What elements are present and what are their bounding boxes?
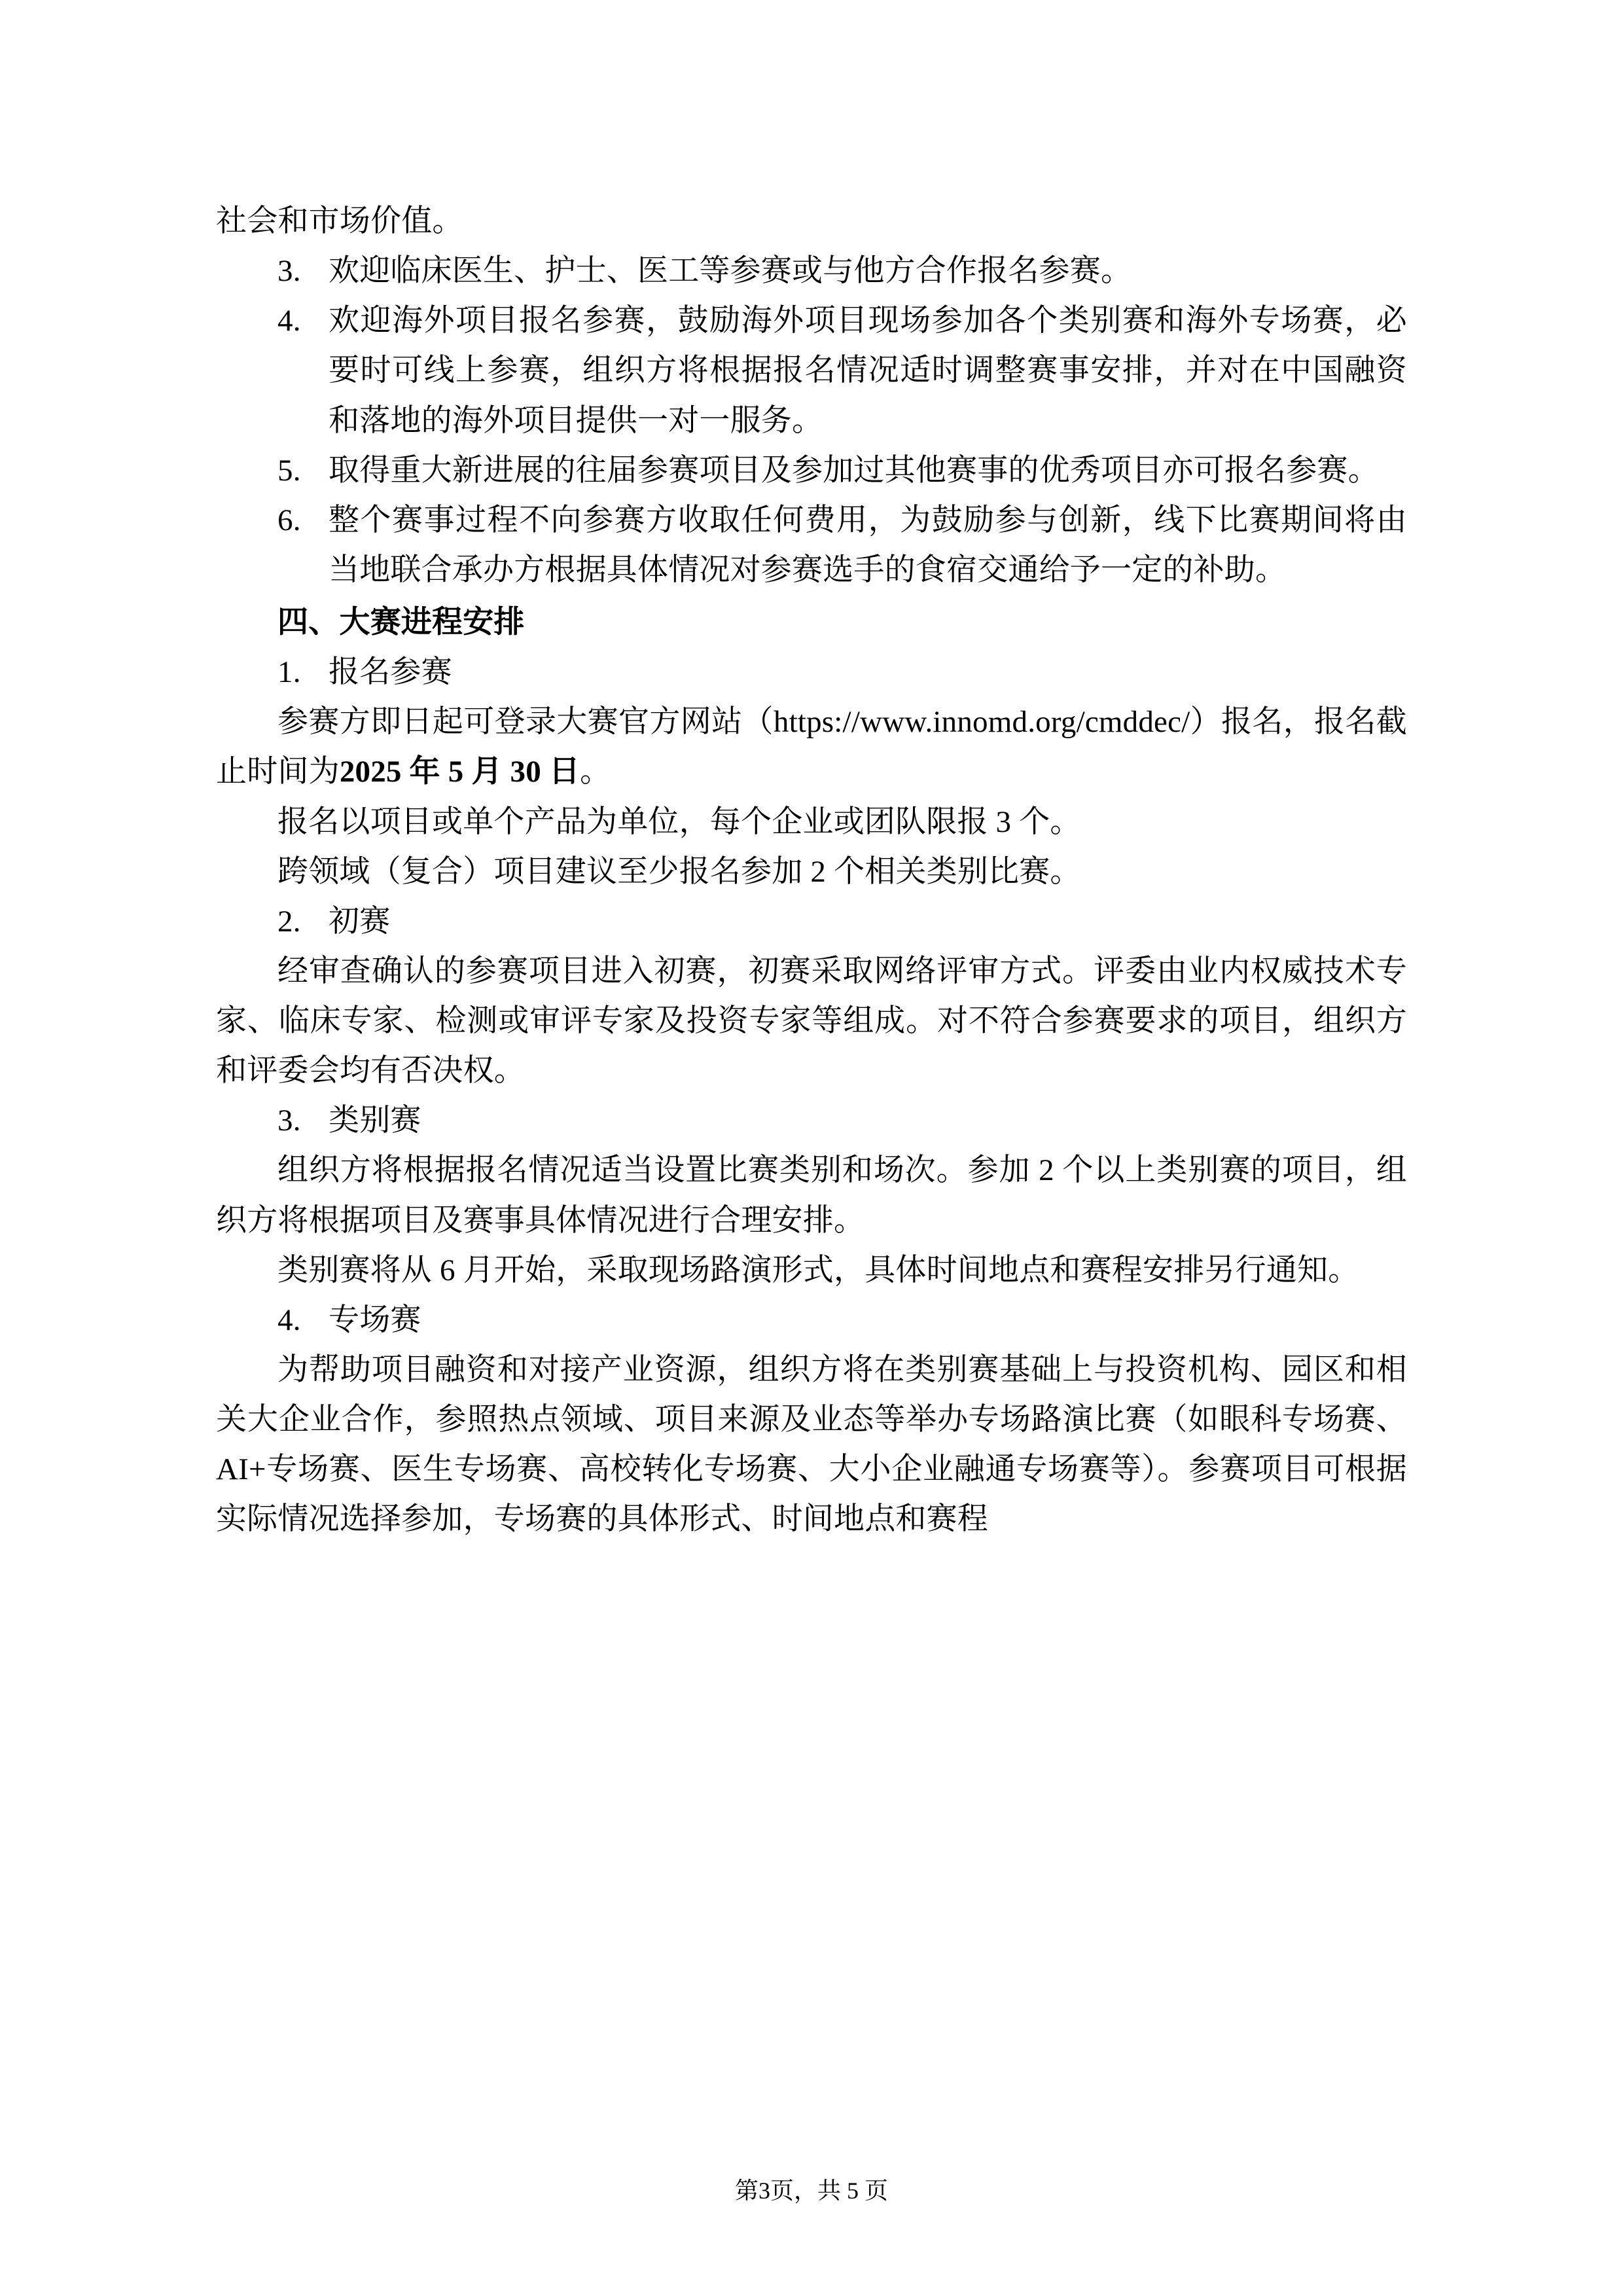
run-text: 。	[580, 755, 611, 789]
page-footer: 第3页，共 5 页	[734, 2178, 888, 2204]
list-text: 类别赛	[329, 1103, 421, 1138]
list-text: 专场赛	[329, 1302, 421, 1337]
list-text: 欢迎海外项目报名参赛，鼓励海外项目现场参加各个类别赛和海外专场赛，必要时可线上参赛，组织方将根据报名情况适时调整赛事安排，并对在中国融资和落地的海外项目提供一对一服务。	[329, 304, 1407, 438]
list-number: 3.	[277, 1103, 301, 1138]
list-number: 4.	[277, 304, 301, 338]
document-body	[216, 196, 1407, 1544]
list-number: 1.	[277, 655, 301, 690]
registration-deadline: 2025 年 5 月 30 日	[339, 755, 580, 789]
list-text: 取得重大新进展的往届参赛项目及参加过其他赛事的优秀项目亦可报名参赛。	[329, 453, 1379, 488]
paragraph-special-detail: 为帮助项目融资和对接产业资源，组织方将在类别赛基础上与投资机构、园区和相关大企业合作，参照热点领域、项目来源及业态等举办专场路演比赛（如眼科专场赛、AI+专场赛、医生专场赛、高校转化专场赛、大小企业融通专场赛等）。参赛项目可根据实际情况选择参加，专场赛的具体形式、时间地点和赛程	[216, 1352, 1407, 1537]
list-number: 5.	[277, 453, 301, 488]
list-item-6	[216, 495, 1407, 595]
run-text: 参赛方即日起可登录大赛官方网站（	[277, 705, 774, 740]
list-number: 2.	[277, 904, 301, 939]
list-item-step-2	[216, 897, 1407, 946]
list-text: 报名参赛	[329, 655, 452, 690]
section-heading-four: 四、大赛进程安排	[277, 605, 525, 639]
paragraph-preliminary-detail: 经审查确认的参赛项目进入初赛，初赛采取网络评审方式。评委由业内权威技术专家、临床专家、检测或审评专家及投资专家等组成。对不符合参赛要求的项目，组织方和评委会均有否决权。	[216, 954, 1407, 1088]
paragraph-registration-unit: 报名以项目或单个产品为单位，每个企业或团队限报 3 个。	[277, 804, 1081, 839]
list-text: 整个赛事过程不向参赛方收取任何费用，为鼓励参与创新，线下比赛期间将由当地联合承办方根据具体情况对参赛选手的食宿交通给予一定的补助。	[329, 503, 1407, 587]
list-number: 6.	[277, 503, 301, 537]
paragraph-registration-detail	[216, 697, 1407, 797]
list-item-step-4	[216, 1295, 1407, 1345]
list-item-4	[216, 296, 1407, 445]
list-number: 4.	[277, 1302, 301, 1337]
paragraph-category-detail: 组织方将根据报名情况适当设置比赛类别和场次。参加 2 个以上类别赛的项目，组织方将根据项目及赛事具体情况进行合理安排。	[216, 1153, 1407, 1238]
list-item-step-1	[216, 647, 1407, 697]
list-text: 初赛	[329, 904, 391, 939]
list-number: 3.	[277, 254, 301, 289]
registration-url[interactable]: https://www.innomd.org/cmddec/	[773, 705, 1190, 740]
run-text: ）报名，报名截止时间为	[216, 705, 1407, 789]
paragraph-social-value: 社会和市场价值。	[216, 204, 463, 238]
paragraph-category-time: 类别赛将从 6 月开始，采取现场路演形式，具体时间地点和赛程安排另行通知。	[277, 1253, 1359, 1287]
list-item-3	[216, 246, 1407, 296]
paragraph-registration-cross: 跨领域（复合）项目建议至少报名参加 2 个相关类别比赛。	[277, 854, 1081, 889]
list-item-step-3	[216, 1096, 1407, 1145]
list-text: 欢迎临床医生、护士、医工等参赛或与他方合作报名参赛。	[329, 254, 1132, 289]
list-item-5	[216, 446, 1407, 495]
